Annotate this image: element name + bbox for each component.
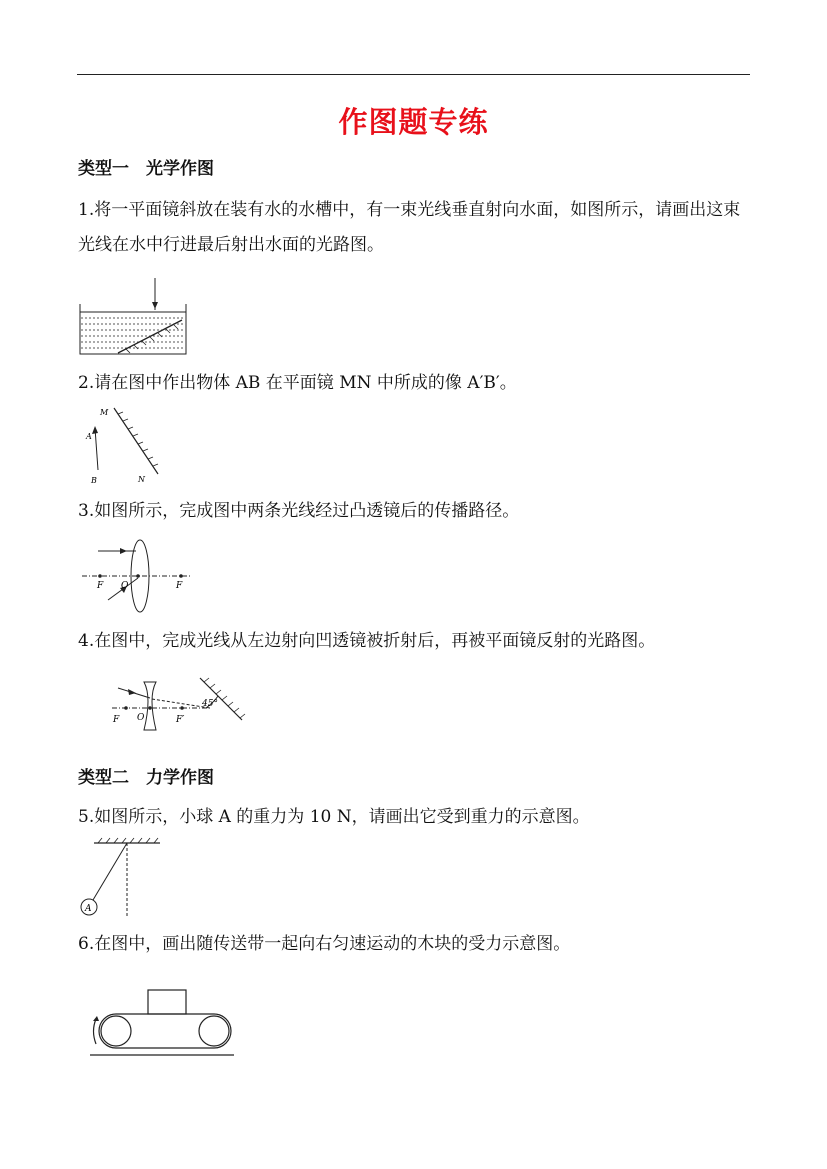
question-4: 4.在图中，完成光线从左边射向凹透镜被折射后，再被平面镜反射的光路图。 — [78, 631, 656, 651]
page-title: 作图题专练 — [338, 105, 489, 139]
figure-1-water-tank — [78, 276, 188, 358]
ray-arrow — [152, 302, 158, 309]
question-6: 6.在图中，画出随传送带一起向右匀速运动的木块的受力示意图。 — [78, 934, 571, 954]
rotation-arrow — [94, 1019, 97, 1044]
question-2: 2.请在图中作出物体 AB 在平面镜 MN 中所成的像 A′B′。 — [78, 373, 517, 393]
label-a: A — [85, 904, 92, 914]
ray-arrow — [128, 689, 136, 695]
optical-center — [148, 706, 152, 710]
ray-arrow-1 — [120, 548, 127, 554]
label-b: B — [91, 476, 97, 485]
label-f: F — [113, 715, 120, 725]
question-1: 1.将一平面镜斜放在装有水的水槽中，有一束光线垂直射向水面，如图所示，请画出这束光线在水中行进最后射出水面的光路图。 — [78, 200, 741, 255]
optical-center — [136, 574, 140, 578]
label-f-prime: F′ — [176, 715, 185, 725]
label-n: N — [138, 475, 145, 484]
section-heading-optics: 类型一 光学作图 — [78, 159, 214, 179]
mirror-hatching — [126, 325, 178, 353]
label-m: M — [100, 408, 109, 417]
label-f-left: F — [97, 581, 104, 591]
figure-3-convex-lens — [80, 538, 192, 614]
figure-5-hanging-ball — [74, 836, 166, 920]
label-o: O — [137, 713, 145, 723]
figure-4-concave-lens — [108, 672, 248, 736]
figure-2-plane-mirror — [80, 404, 170, 488]
header-rule — [77, 74, 750, 75]
focus-left — [98, 574, 102, 578]
concave-lens — [144, 682, 156, 730]
figure-6-conveyor-belt — [84, 986, 238, 1060]
section-heading-mechanics: 类型二 力学作图 — [78, 768, 214, 788]
mirror-mn — [114, 408, 158, 474]
object-arrow — [92, 426, 98, 434]
wooden-block — [148, 990, 186, 1014]
ceiling-hatching — [98, 838, 158, 843]
left-roller — [101, 1016, 131, 1046]
water-lines — [81, 318, 185, 348]
mirror-mn-hatching — [118, 412, 158, 466]
question-5: 5.如图所示，小球 A 的重力为 10 N，请画出它受到重力的示意图。 — [78, 807, 590, 827]
question-3: 3.如图所示，完成图中两条光线经过凸透镜后的传播路径。 — [78, 501, 520, 521]
label-f-right: F — [176, 581, 183, 591]
focus-left — [124, 706, 128, 710]
right-roller — [199, 1016, 229, 1046]
label-a: A — [86, 432, 92, 441]
rotation-arrowhead — [93, 1016, 99, 1021]
mirror-hatching — [204, 678, 245, 718]
string — [93, 843, 127, 900]
label-angle: 45° — [202, 699, 218, 709]
object-ab — [95, 428, 98, 470]
label-o: O — [121, 581, 129, 591]
focus-right — [179, 574, 183, 578]
focus-right — [180, 706, 184, 710]
